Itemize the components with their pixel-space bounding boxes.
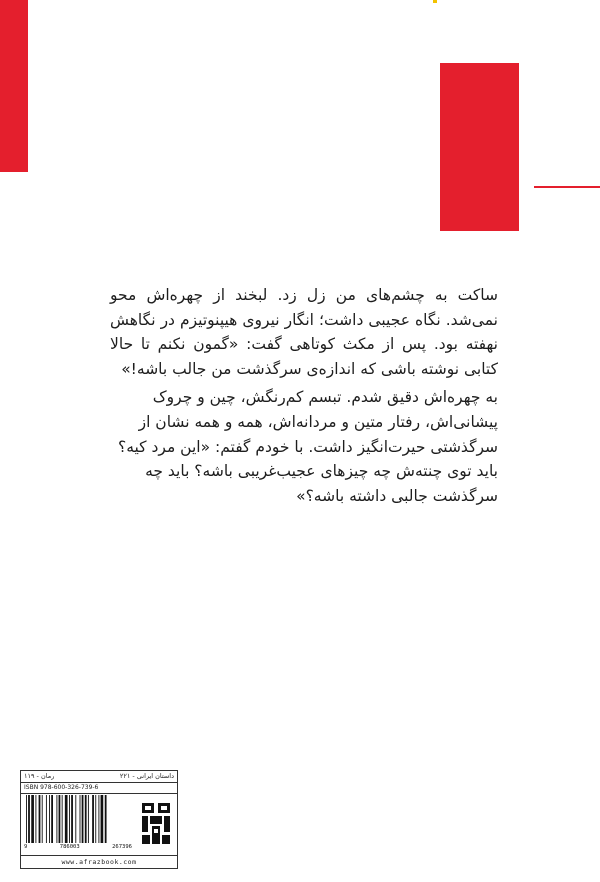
back-cover-excerpt: [110, 283, 498, 512]
red-accent-bar-left: [0, 0, 28, 172]
barcode-bars: [24, 795, 132, 843]
yellow-accent-mark: [433, 0, 437, 3]
barcode-panel: [20, 770, 178, 869]
publisher-website: www.afrazbook.com: [21, 855, 177, 868]
excerpt-paragraph-1: ساکت به چشم‌های من زل زد. لبخند از چهره‌اش محو نمی‌شد. نگاه عجیبی داشت؛ انگار نیروی هیپنوتیزم در نگاهش نهفته بود. پس از مکث کوتاهی گفت: «گمون نکنم تا حالا کتابی نوشته باشی که اندازه‌ی سرگذشت من جالب باشه!»: [110, 286, 498, 378]
excerpt-paragraph-2: به چهره‌اش دقیق شدم. تبسم کم‌رنگش، چین و چروک پیشانی‌اش، رفتار متین و مردانه‌اش، همه و همه نشان از سرگذشتی حیرت‌انگیز داشت. با خودم گفتم: «این مرد کیه؟ باید توی چنته‌ش چه چیزهای عجیب‌غریبی باشه؟ باید چه سرگذشت جالبی داشته باشه؟»: [117, 388, 498, 505]
isbn-text: ISBN 978-600-326-739-6: [21, 783, 177, 794]
red-accent-line: [534, 186, 600, 188]
barcode: [24, 795, 132, 851]
barcode-digit-right: 267396: [112, 844, 132, 850]
barcode-digits: [24, 844, 132, 850]
barcode-digit-left: 9: [24, 844, 28, 850]
red-accent-block: [440, 63, 519, 231]
category-row: [21, 771, 177, 783]
category-right: رمان - ۱۱۹: [24, 772, 55, 780]
afraz-logo-icon: [139, 801, 173, 847]
category-left: داستان ایرانی - ۲۲۱: [119, 772, 174, 780]
barcode-digit-middle: 786003: [59, 844, 80, 850]
